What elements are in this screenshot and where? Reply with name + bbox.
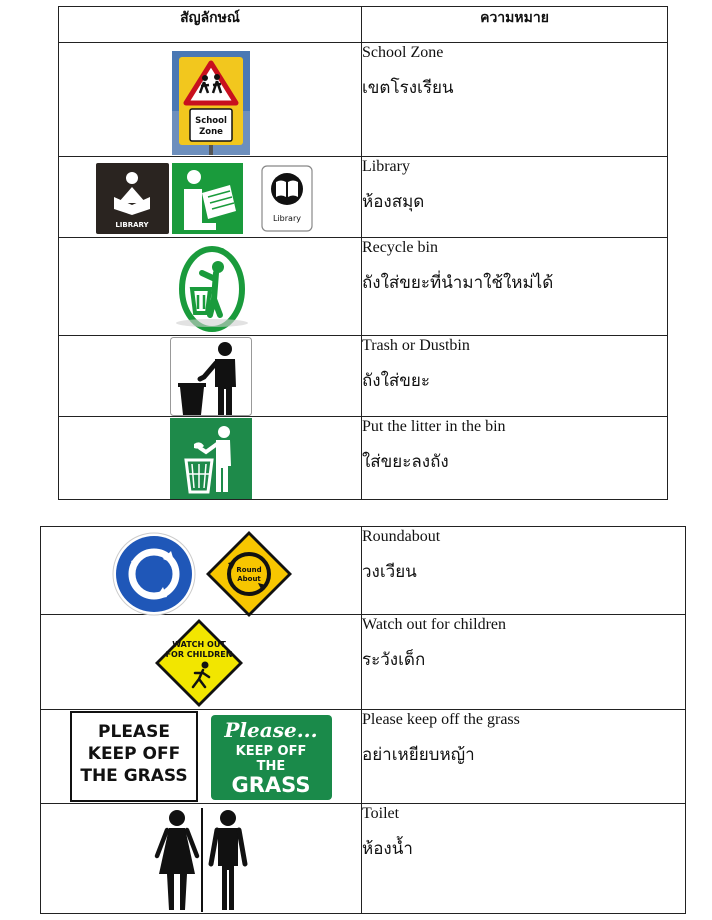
litter-sign-image [170,418,252,499]
table-header-row [59,7,668,43]
meaning-cell [362,710,686,804]
library-sign-green-image [172,163,243,234]
meaning-th: ใส่ขยะลงถัง [362,452,449,472]
watch-sign-text-2: FOR CHILDREN [165,650,233,659]
grass-sign-text-2: KEEP OFF [87,744,181,764]
symbol-cell [59,417,362,500]
meaning-cell [362,238,668,336]
symbol-cell [59,43,362,157]
recycle-bin-sign-image [170,241,254,333]
table-row [59,238,668,336]
symbol-cell [59,157,362,238]
symbol-cell [59,238,362,336]
symbol-cell [59,336,362,417]
meaning-en: Please keep off the grass [362,711,520,728]
table-row [59,336,668,417]
roundabout-sign-text-2: About [237,575,261,583]
keep-off-grass-green-sign-image [211,715,332,800]
meaning-en: Watch out for children [362,616,506,633]
table-row [59,157,668,238]
symbol-cell [41,615,362,710]
meaning-th: ถังใส่ขยะที่นำมาใช้ใหม่ได้ [362,273,554,293]
meaning-en: Toilet [362,805,400,822]
meaning-th: ห้องน้ำ [362,839,413,859]
library-sign-text-2: Library [273,214,301,223]
table-row [41,710,686,804]
table-row [41,527,686,615]
meaning-cell [362,804,686,914]
grass-sign-text-5: KEEP OFF [235,744,307,759]
grass-sign-text-3: THE GRASS [80,766,188,786]
grass-sign-text-1: PLEASE [98,722,170,742]
grass-sign-text-7: GRASS [231,773,311,797]
meaning-cell [362,615,686,710]
signs-table-1 [58,6,668,500]
table-row [41,804,686,914]
signs-table-2 [40,526,686,914]
meaning-cell [362,527,686,615]
grass-sign-text-4: Please... [224,718,318,742]
meaning-cell [362,417,668,500]
library-sign-text-1: LIBRARY [115,221,149,229]
table-row [59,43,668,157]
meaning-en: Recycle bin [362,239,438,256]
library-sign-white-image [261,165,313,232]
meaning-en: School Zone [362,44,444,61]
symbol-cell [41,527,362,615]
header-meaning: ความหมาย [362,7,668,43]
watch-sign-text-1: WATCH OUT [172,640,226,649]
meaning-th: ระวังเด็ก [362,650,426,670]
meaning-th: วงเวียน [362,562,417,582]
table-row [41,615,686,710]
symbol-cell [41,710,362,804]
table-row [59,417,668,500]
meaning-en: Roundabout [362,528,441,545]
roundabout-sign-text-1: Round [236,566,262,574]
meaning-en: Library [362,158,410,175]
keep-off-grass-white-sign-image [70,711,198,802]
grass-sign-text-6: THE [256,759,286,774]
meaning-th: อย่าเหยียบหญ้า [362,745,475,765]
meaning-th: ห้องสมุด [362,192,425,212]
meaning-cell [362,336,668,417]
meaning-cell [362,157,668,238]
meaning-th: ถังใส่ขยะ [362,371,430,391]
meaning-en: Put the litter in the bin [362,418,506,435]
meaning-th: เขตโรงเรียน [362,78,454,98]
trash-bin-sign-image [170,337,252,416]
roundabout-yellow-sign-image [204,529,294,619]
watch-children-sign-image [153,617,245,709]
header-symbol: สัญลักษณ์ [59,7,362,43]
meaning-cell [362,43,668,157]
meaning-en: Trash or Dustbin [362,337,470,354]
school-zone-sign-image [172,51,250,155]
roundabout-blue-sign-image [111,531,197,617]
school-sign-text-2: Zone [199,127,223,137]
school-sign-text-1: School [195,116,227,126]
library-sign-dark-image [96,163,169,234]
symbol-cell [41,804,362,914]
toilet-sign-image [151,808,253,912]
